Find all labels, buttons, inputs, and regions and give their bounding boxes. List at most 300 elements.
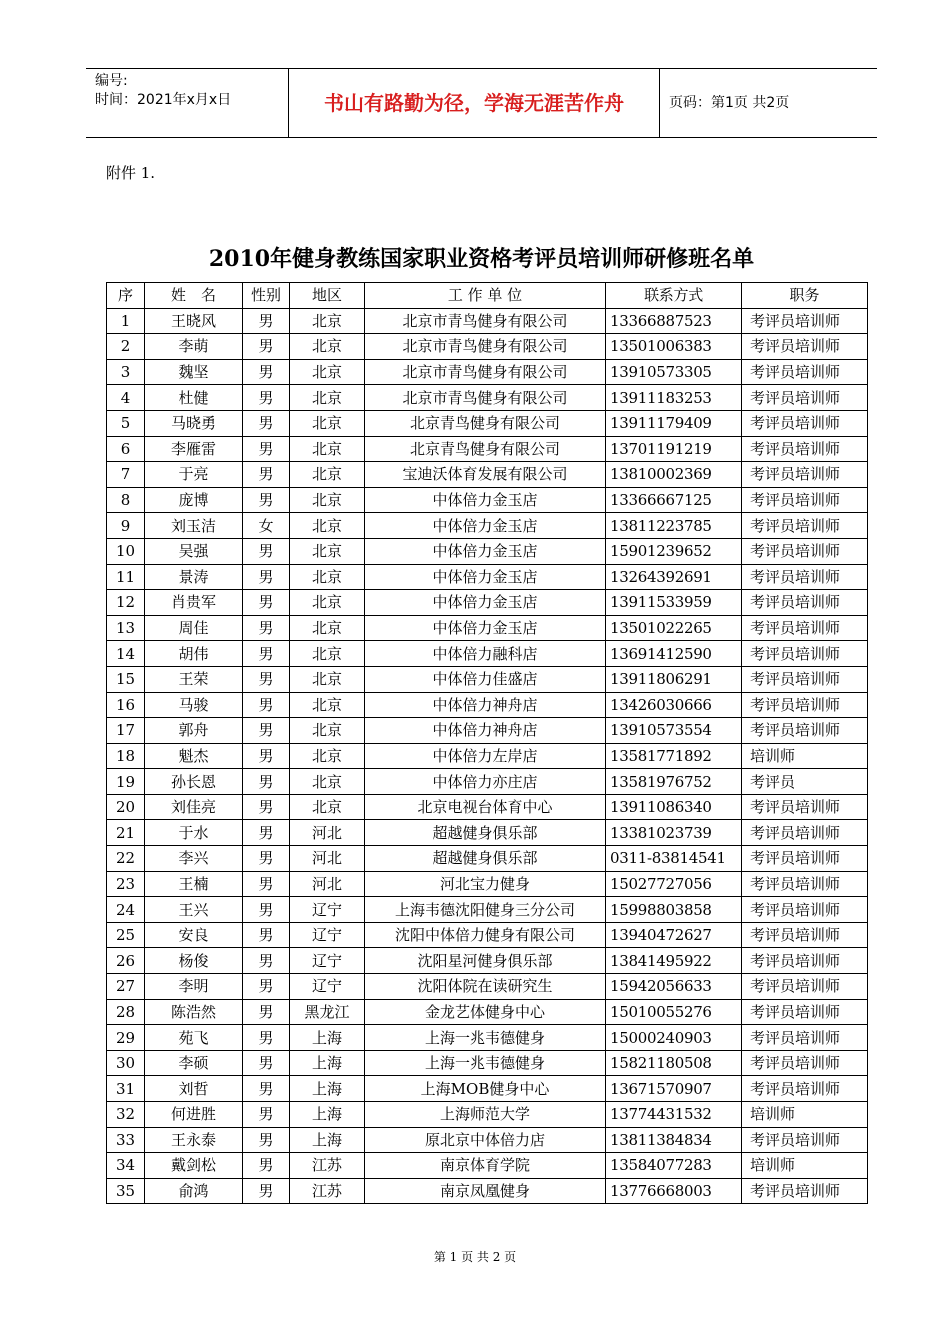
attachment-label: 附件 1. (106, 164, 156, 182)
cell-col-region: 北京 (290, 308, 365, 334)
cell-col-role: 考评员培训师 (742, 999, 868, 1025)
cell-col-no: 31 (107, 1076, 145, 1102)
cell-col-phone: 13581771892 (606, 743, 742, 769)
cell-col-name: 马晓勇 (145, 410, 243, 436)
cell-col-role: 培训师 (742, 743, 868, 769)
cell-col-sex: 女 (243, 513, 290, 539)
table-row (107, 1102, 868, 1128)
cell-col-name: 郭舟 (145, 718, 243, 744)
table-row (107, 999, 868, 1025)
cell-col-role: 培训师 (742, 1102, 868, 1128)
cell-col-no: 15 (107, 666, 145, 692)
cell-col-workplace: 南京凤凰健身 (365, 1178, 606, 1204)
cell-col-no: 20 (107, 794, 145, 820)
cell-col-role: 考评员培训师 (742, 922, 868, 948)
cell-col-phone: 13381023739 (606, 820, 742, 846)
cell-col-role: 考评员培训师 (742, 1025, 868, 1051)
cell-col-workplace: 中体倍力金玉店 (365, 487, 606, 513)
table-row (107, 410, 868, 436)
cell-col-sex: 男 (243, 692, 290, 718)
cell-col-sex: 男 (243, 1153, 290, 1179)
cell-col-workplace: 北京市青鸟健身有限公司 (365, 359, 606, 385)
cell-col-region: 辽宁 (290, 948, 365, 974)
header-col-sex: 性别 (243, 283, 290, 309)
cell-col-name: 李明 (145, 974, 243, 1000)
table-row (107, 1178, 868, 1204)
table-row (107, 462, 868, 488)
cell-col-region: 上海 (290, 1025, 365, 1051)
cell-col-region: 黑龙江 (290, 999, 365, 1025)
cell-col-region: 上海 (290, 1076, 365, 1102)
cell-col-role: 考评员培训师 (742, 974, 868, 1000)
cell-col-workplace: 中体倍力金玉店 (365, 538, 606, 564)
table-row (107, 1050, 868, 1076)
cell-col-name: 王晓风 (145, 308, 243, 334)
cell-col-role: 考评员培训师 (742, 359, 868, 385)
cell-col-sex: 男 (243, 487, 290, 513)
table-row (107, 871, 868, 897)
cell-col-role: 考评员培训师 (742, 308, 868, 334)
cell-col-sex: 男 (243, 820, 290, 846)
cell-col-name: 肖贵军 (145, 590, 243, 616)
cell-col-phone: 13501006383 (606, 334, 742, 360)
cell-col-no: 26 (107, 948, 145, 974)
table-row (107, 564, 868, 590)
cell-col-workplace: 中体倍力金玉店 (365, 513, 606, 539)
table-row (107, 385, 868, 411)
cell-col-no: 4 (107, 385, 145, 411)
cell-col-name: 胡伟 (145, 641, 243, 667)
cell-col-role: 考评员培训师 (742, 666, 868, 692)
cell-col-name: 王永泰 (145, 1127, 243, 1153)
cell-col-role: 考评员培训师 (742, 794, 868, 820)
cell-col-workplace: 上海师范大学 (365, 1102, 606, 1128)
cell-col-role: 考评员培训师 (742, 487, 868, 513)
cell-col-name: 杜健 (145, 385, 243, 411)
cell-col-sex: 男 (243, 308, 290, 334)
cell-col-phone: 13426030666 (606, 692, 742, 718)
cell-col-sex: 男 (243, 666, 290, 692)
header-motto: 书山有路勤为径，学海无涯苦作舟 (324, 91, 624, 115)
cell-col-no: 2 (107, 334, 145, 360)
cell-col-no: 1 (107, 308, 145, 334)
table-row (107, 794, 868, 820)
cell-col-name: 庞博 (145, 487, 243, 513)
table-row (107, 615, 868, 641)
cell-col-no: 30 (107, 1050, 145, 1076)
table-row (107, 308, 868, 334)
table-row (107, 1153, 868, 1179)
table-row (107, 743, 868, 769)
table-row (107, 718, 868, 744)
header-divider (659, 69, 660, 137)
cell-col-workplace: 河北宝力健身 (365, 871, 606, 897)
code-label: 编号: (95, 73, 128, 89)
cell-col-phone: 13584077283 (606, 1153, 742, 1179)
cell-col-phone: 13911183253 (606, 385, 742, 411)
cell-col-sex: 男 (243, 590, 290, 616)
cell-col-name: 周佳 (145, 615, 243, 641)
cell-col-sex: 男 (243, 1127, 290, 1153)
cell-col-sex: 男 (243, 922, 290, 948)
cell-col-region: 北京 (290, 385, 365, 411)
cell-col-workplace: 上海韦德沈阳健身三分公司 (365, 897, 606, 923)
table-row (107, 846, 868, 872)
cell-col-phone: 13910573305 (606, 359, 742, 385)
cell-col-sex: 男 (243, 769, 290, 795)
cell-col-name: 刘玉洁 (145, 513, 243, 539)
cell-col-region: 辽宁 (290, 897, 365, 923)
table-row (107, 922, 868, 948)
cell-col-region: 北京 (290, 564, 365, 590)
cell-col-region: 上海 (290, 1127, 365, 1153)
table-row (107, 820, 868, 846)
cell-col-no: 10 (107, 538, 145, 564)
roster-table (106, 282, 868, 1204)
cell-col-name: 俞鸿 (145, 1178, 243, 1204)
cell-col-region: 北京 (290, 436, 365, 462)
cell-col-region: 辽宁 (290, 922, 365, 948)
cell-col-role: 培训师 (742, 1153, 868, 1179)
document-header (86, 68, 877, 138)
cell-col-phone: 13701191219 (606, 436, 742, 462)
cell-col-no: 16 (107, 692, 145, 718)
cell-col-phone: 13841495922 (606, 948, 742, 974)
cell-col-role: 考评员 (742, 769, 868, 795)
cell-col-phone: 0311-83814541 (606, 846, 742, 872)
cell-col-no: 14 (107, 641, 145, 667)
cell-col-region: 上海 (290, 1050, 365, 1076)
cell-col-role: 考评员培训师 (742, 846, 868, 872)
cell-col-name: 李雁雷 (145, 436, 243, 462)
cell-col-workplace: 超越健身俱乐部 (365, 846, 606, 872)
page-footer: 第 1 页 共 2 页 (433, 1250, 517, 1264)
cell-col-role: 考评员培训师 (742, 1178, 868, 1204)
cell-col-phone: 15821180508 (606, 1050, 742, 1076)
cell-col-sex: 男 (243, 1025, 290, 1051)
table-header-row (107, 283, 868, 309)
cell-col-phone: 13366887523 (606, 308, 742, 334)
cell-col-sex: 男 (243, 1076, 290, 1102)
cell-col-name: 于亮 (145, 462, 243, 488)
cell-col-region: 北京 (290, 718, 365, 744)
header-col-workplace: 工 作 单 位 (365, 283, 606, 309)
header-col-role: 职务 (742, 283, 868, 309)
table-row (107, 1076, 868, 1102)
cell-col-region: 上海 (290, 1102, 365, 1128)
table-body (107, 308, 868, 1204)
cell-col-region: 北京 (290, 769, 365, 795)
cell-col-role: 考评员培训师 (742, 1050, 868, 1076)
cell-col-workplace: 北京青鸟健身有限公司 (365, 410, 606, 436)
cell-col-no: 7 (107, 462, 145, 488)
cell-col-no: 12 (107, 590, 145, 616)
cell-col-phone: 13811384834 (606, 1127, 742, 1153)
time-label: 时间：2021年x月x日 (95, 92, 232, 108)
cell-col-sex: 男 (243, 743, 290, 769)
table-row (107, 513, 868, 539)
cell-col-phone: 13910573554 (606, 718, 742, 744)
cell-col-name: 魏坚 (145, 359, 243, 385)
cell-col-sex: 男 (243, 948, 290, 974)
cell-col-no: 5 (107, 410, 145, 436)
cell-col-region: 北京 (290, 615, 365, 641)
cell-col-workplace: 宝迪沃体育发展有限公司 (365, 462, 606, 488)
cell-col-phone: 13776668003 (606, 1178, 742, 1204)
cell-col-sex: 男 (243, 641, 290, 667)
cell-col-region: 北京 (290, 487, 365, 513)
cell-col-name: 杨俊 (145, 948, 243, 974)
table-row (107, 1025, 868, 1051)
cell-col-no: 3 (107, 359, 145, 385)
cell-col-role: 考评员培训师 (742, 334, 868, 360)
cell-col-region: 辽宁 (290, 974, 365, 1000)
cell-col-phone: 15998803858 (606, 897, 742, 923)
cell-col-phone: 13911806291 (606, 666, 742, 692)
cell-col-sex: 男 (243, 359, 290, 385)
cell-col-role: 考评员培训师 (742, 538, 868, 564)
table-row (107, 538, 868, 564)
cell-col-no: 33 (107, 1127, 145, 1153)
cell-col-role: 考评员培训师 (742, 513, 868, 539)
cell-col-no: 9 (107, 513, 145, 539)
cell-col-region: 北京 (290, 666, 365, 692)
cell-col-workplace: 中体倍力左岸店 (365, 743, 606, 769)
cell-col-phone: 13691412590 (606, 641, 742, 667)
cell-col-workplace: 上海一兆韦德健身 (365, 1050, 606, 1076)
cell-col-region: 北京 (290, 692, 365, 718)
cell-col-phone: 13811223785 (606, 513, 742, 539)
table-row (107, 487, 868, 513)
cell-col-region: 北京 (290, 334, 365, 360)
cell-col-sex: 男 (243, 436, 290, 462)
cell-col-name: 苑飞 (145, 1025, 243, 1051)
cell-col-name: 戴剑松 (145, 1153, 243, 1179)
table-row (107, 641, 868, 667)
cell-col-role: 考评员培训师 (742, 436, 868, 462)
table-row (107, 359, 868, 385)
cell-col-sex: 男 (243, 538, 290, 564)
cell-col-name: 景涛 (145, 564, 243, 590)
cell-col-region: 北京 (290, 590, 365, 616)
cell-col-no: 19 (107, 769, 145, 795)
cell-col-workplace: 中体倍力金玉店 (365, 564, 606, 590)
cell-col-region: 北京 (290, 743, 365, 769)
cell-col-role: 考评员培训师 (742, 641, 868, 667)
cell-col-name: 魁杰 (145, 743, 243, 769)
cell-col-region: 河北 (290, 871, 365, 897)
cell-col-sex: 男 (243, 1178, 290, 1204)
cell-col-sex: 男 (243, 462, 290, 488)
cell-col-region: 江苏 (290, 1178, 365, 1204)
cell-col-phone: 13911179409 (606, 410, 742, 436)
cell-col-workplace: 北京市青鸟健身有限公司 (365, 308, 606, 334)
cell-col-phone: 13911086340 (606, 794, 742, 820)
cell-col-name: 陈浩然 (145, 999, 243, 1025)
cell-col-sex: 男 (243, 1102, 290, 1128)
cell-col-sex: 男 (243, 999, 290, 1025)
cell-col-region: 北京 (290, 641, 365, 667)
cell-col-no: 27 (107, 974, 145, 1000)
table-row (107, 948, 868, 974)
cell-col-workplace: 北京市青鸟健身有限公司 (365, 334, 606, 360)
cell-col-no: 32 (107, 1102, 145, 1128)
cell-col-region: 北京 (290, 513, 365, 539)
cell-col-sex: 男 (243, 1050, 290, 1076)
cell-col-sex: 男 (243, 846, 290, 872)
cell-col-workplace: 北京青鸟健身有限公司 (365, 436, 606, 462)
cell-col-sex: 男 (243, 334, 290, 360)
cell-col-role: 考评员培训师 (742, 718, 868, 744)
cell-col-phone: 13671570907 (606, 1076, 742, 1102)
cell-col-phone: 15027727056 (606, 871, 742, 897)
cell-col-workplace: 沈阳中体倍力健身有限公司 (365, 922, 606, 948)
cell-col-workplace: 中体倍力金玉店 (365, 590, 606, 616)
cell-col-name: 李硕 (145, 1050, 243, 1076)
cell-col-sex: 男 (243, 564, 290, 590)
cell-col-no: 22 (107, 846, 145, 872)
cell-col-workplace: 南京体育学院 (365, 1153, 606, 1179)
cell-col-sex: 男 (243, 385, 290, 411)
cell-col-name: 王楠 (145, 871, 243, 897)
cell-col-role: 考评员培训师 (742, 820, 868, 846)
cell-col-no: 8 (107, 487, 145, 513)
cell-col-workplace: 中体倍力融科店 (365, 641, 606, 667)
document-title: 2010年健身教练国家职业资格考评员培训师研修班名单 (208, 246, 755, 272)
cell-col-role: 考评员培训师 (742, 871, 868, 897)
cell-col-workplace: 中体倍力神舟店 (365, 718, 606, 744)
cell-col-region: 北京 (290, 538, 365, 564)
cell-col-workplace: 上海一兆韦德健身 (365, 1025, 606, 1051)
cell-col-no: 25 (107, 922, 145, 948)
cell-col-no: 6 (107, 436, 145, 462)
cell-col-region: 北京 (290, 794, 365, 820)
cell-col-workplace: 超越健身俱乐部 (365, 820, 606, 846)
table-row (107, 590, 868, 616)
cell-col-sex: 男 (243, 871, 290, 897)
cell-col-role: 考评员培训师 (742, 1127, 868, 1153)
header-col-no: 序 (107, 283, 145, 309)
cell-col-region: 江苏 (290, 1153, 365, 1179)
cell-col-workplace: 金龙艺体健身中心 (365, 999, 606, 1025)
cell-col-workplace: 原北京中体倍力店 (365, 1127, 606, 1153)
table-row (107, 692, 868, 718)
cell-col-no: 35 (107, 1178, 145, 1204)
cell-col-name: 于水 (145, 820, 243, 846)
cell-col-name: 王兴 (145, 897, 243, 923)
cell-col-workplace: 北京电视台体育中心 (365, 794, 606, 820)
header-col-phone: 联系方式 (606, 283, 742, 309)
cell-col-phone: 13774431532 (606, 1102, 742, 1128)
cell-col-workplace: 中体倍力佳盛店 (365, 666, 606, 692)
table-row (107, 897, 868, 923)
cell-col-region: 北京 (290, 410, 365, 436)
cell-col-role: 考评员培训师 (742, 590, 868, 616)
cell-col-workplace: 中体倍力金玉店 (365, 615, 606, 641)
cell-col-name: 孙长恩 (145, 769, 243, 795)
cell-col-no: 24 (107, 897, 145, 923)
cell-col-role: 考评员培训师 (742, 385, 868, 411)
cell-col-no: 34 (107, 1153, 145, 1179)
cell-col-role: 考评员培训师 (742, 564, 868, 590)
cell-col-region: 河北 (290, 820, 365, 846)
cell-col-no: 21 (107, 820, 145, 846)
cell-col-phone: 13264392691 (606, 564, 742, 590)
cell-col-region: 北京 (290, 359, 365, 385)
cell-col-no: 11 (107, 564, 145, 590)
table-row (107, 974, 868, 1000)
cell-col-name: 李萌 (145, 334, 243, 360)
cell-col-sex: 男 (243, 974, 290, 1000)
table-row (107, 666, 868, 692)
cell-col-sex: 男 (243, 615, 290, 641)
header-meta (95, 72, 231, 110)
cell-col-sex: 男 (243, 897, 290, 923)
cell-col-role: 考评员培训师 (742, 410, 868, 436)
cell-col-no: 17 (107, 718, 145, 744)
cell-col-name: 刘佳亮 (145, 794, 243, 820)
cell-col-name: 马骏 (145, 692, 243, 718)
cell-col-name: 李兴 (145, 846, 243, 872)
cell-col-no: 23 (107, 871, 145, 897)
cell-col-role: 考评员培训师 (742, 615, 868, 641)
cell-col-workplace: 沈阳星河健身俱乐部 (365, 948, 606, 974)
cell-col-sex: 男 (243, 718, 290, 744)
cell-col-no: 18 (107, 743, 145, 769)
cell-col-name: 何进胜 (145, 1102, 243, 1128)
table-row (107, 436, 868, 462)
cell-col-phone: 13940472627 (606, 922, 742, 948)
cell-col-role: 考评员培训师 (742, 462, 868, 488)
page-info: 页码：第1页 共2页 (669, 95, 790, 111)
cell-col-workplace: 沈阳体院在读研究生 (365, 974, 606, 1000)
table-row (107, 334, 868, 360)
cell-col-name: 刘哲 (145, 1076, 243, 1102)
cell-col-region: 北京 (290, 462, 365, 488)
cell-col-phone: 13810002369 (606, 462, 742, 488)
cell-col-name: 王荣 (145, 666, 243, 692)
cell-col-workplace: 中体倍力亦庄店 (365, 769, 606, 795)
cell-col-role: 考评员培训师 (742, 1076, 868, 1102)
cell-col-phone: 13581976752 (606, 769, 742, 795)
cell-col-workplace: 上海MOB健身中心 (365, 1076, 606, 1102)
cell-col-phone: 15000240903 (606, 1025, 742, 1051)
cell-col-no: 28 (107, 999, 145, 1025)
cell-col-role: 考评员培训师 (742, 692, 868, 718)
header-col-region: 地区 (290, 283, 365, 309)
cell-col-workplace: 中体倍力神舟店 (365, 692, 606, 718)
cell-col-phone: 13366667125 (606, 487, 742, 513)
table-row (107, 1127, 868, 1153)
table-row (107, 769, 868, 795)
cell-col-sex: 男 (243, 410, 290, 436)
cell-col-phone: 15942056633 (606, 974, 742, 1000)
cell-col-name: 吴强 (145, 538, 243, 564)
cell-col-sex: 男 (243, 794, 290, 820)
cell-col-name: 安良 (145, 922, 243, 948)
cell-col-role: 考评员培训师 (742, 897, 868, 923)
cell-col-no: 29 (107, 1025, 145, 1051)
cell-col-phone: 15010055276 (606, 999, 742, 1025)
cell-col-workplace: 北京市青鸟健身有限公司 (365, 385, 606, 411)
cell-col-role: 考评员培训师 (742, 948, 868, 974)
cell-col-phone: 13911533959 (606, 590, 742, 616)
cell-col-phone: 13501022265 (606, 615, 742, 641)
cell-col-phone: 15901239652 (606, 538, 742, 564)
cell-col-region: 河北 (290, 846, 365, 872)
cell-col-no: 13 (107, 615, 145, 641)
header-col-name: 姓 名 (145, 283, 243, 309)
